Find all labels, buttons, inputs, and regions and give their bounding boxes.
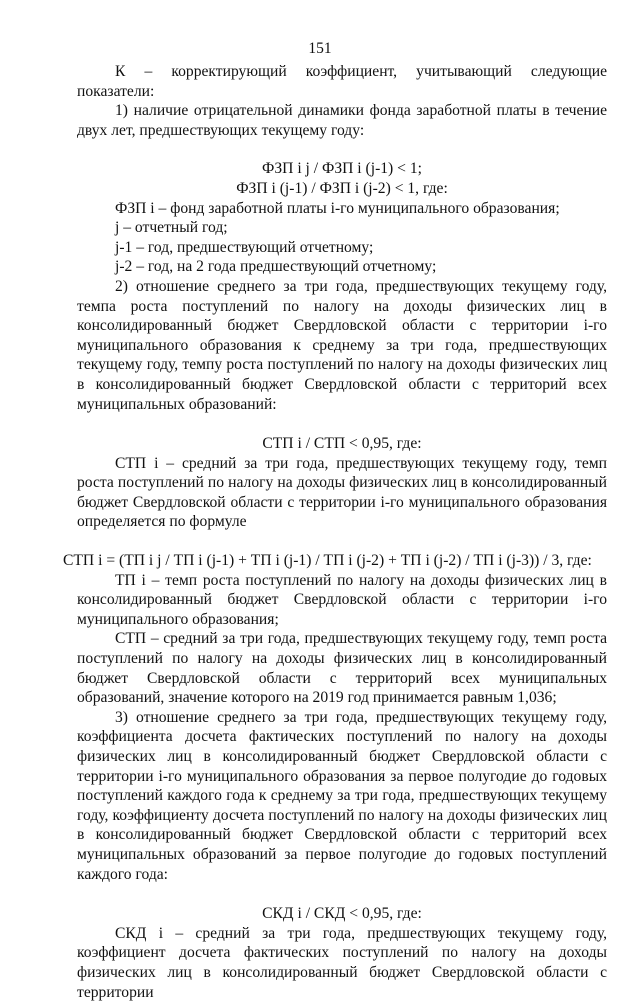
- document-body: [63, 62, 607, 1002]
- spacer: [77, 884, 607, 904]
- formula-fzp-2: ФЗП i (j-1) / ФЗП i (j-2) < 1, где:: [236, 179, 448, 197]
- spacer: [77, 532, 607, 551]
- formula-stp: СТП i / СТП < 0,95, где:: [262, 435, 422, 453]
- paragraph-indicator-1: 1) наличие отрицательной динамики фонда заработной платы в течение двух лет, предшествующих текущему году:: [77, 102, 607, 139]
- spacer: [77, 414, 607, 434]
- definition-j-2: j-2 – год, на 2 года предшествующий отчетному;: [115, 258, 437, 276]
- definition-tp-i: ТП i – темп роста поступлений по налогу на доходы физических лиц в консолидированный бюджет Свердловской области с территории i-го муниципального образования;: [77, 571, 607, 628]
- formula-skd: СКД i / СКД < 0,95, где:: [262, 905, 422, 923]
- definition-stp: СТП – средний за три года, предшествующих текущему году, темп роста поступлений по налогу на доходы физических лиц в консолидированный бюджет Свердловской области с территорий всех муниципальных образований, значение которого на 2019 год принимается равным 1,036;: [77, 630, 607, 707]
- definition-j: j – отчетный год;: [115, 219, 228, 237]
- paragraph-indicator-2: 2) отношение среднего за три года, предшествующих текущему году, темпа роста поступлений по налогу на доходы физических лиц в консолидированный бюджет Свердловской области с территории i-го муниципального образования к среднему за три года, предшествующих текущему году, темпу роста поступлений по налогу на доходы физических лиц в консолидированный бюджет Свердловской области с территорий всех муниципальных образований:: [77, 277, 607, 413]
- spacer: [77, 140, 607, 159]
- definition-j-1: j-1 – год, предшествующий отчетному;: [115, 238, 374, 256]
- formula-stp-i: СТП i = (ТП i j / ТП i (j-1) + ТП i (j-1) / ТП i (j-2) + ТП i (j-2) / ТП i (j-3)) / 3, где:: [63, 552, 592, 570]
- paragraph-indicator-3: 3) отношение среднего за три года, предшествующих текущему году, коэффициента досчета фактических поступлений по налогу на доходы физических лиц в консолидированный бюджет Свердловской области с территории i-го муниципального образования за первое полугодие до годовых поступлений каждого года к среднему за три года, предшествующих текущему году, коэффициенту досчета поступлений по налогу на доходы физических лиц в консолидированный бюджет Свердловской области с территорий всех муниципальных образований за первое полугодие до годовых поступлений каждого года:: [77, 708, 607, 883]
- definition-skd-i: СКД i – средний за три года, предшествующих текущему году, коэффициент досчета фактических поступлений по налогу на доходы физических лиц в консолидированный бюджет Свердловской области с территории: [77, 924, 607, 1001]
- page-number: 151: [308, 40, 332, 57]
- definition-stp-i: СТП i – средний за три года, предшествующих текущему году, темп роста поступлений по налогу на доходы физических лиц в консолидированный бюджет Свердловской области с территории i-го муниципального образования определяется по формуле: [77, 454, 607, 531]
- definition-fzp: ФЗП i – фонд заработной платы i-го муниципального образования;: [115, 199, 560, 217]
- paragraph-k-coefficient: К – корректирующий коэффициент, учитывающий следующие показатели:: [77, 63, 607, 100]
- formula-fzp-1: ФЗП i j / ФЗП i (j-1) < 1;: [262, 160, 422, 178]
